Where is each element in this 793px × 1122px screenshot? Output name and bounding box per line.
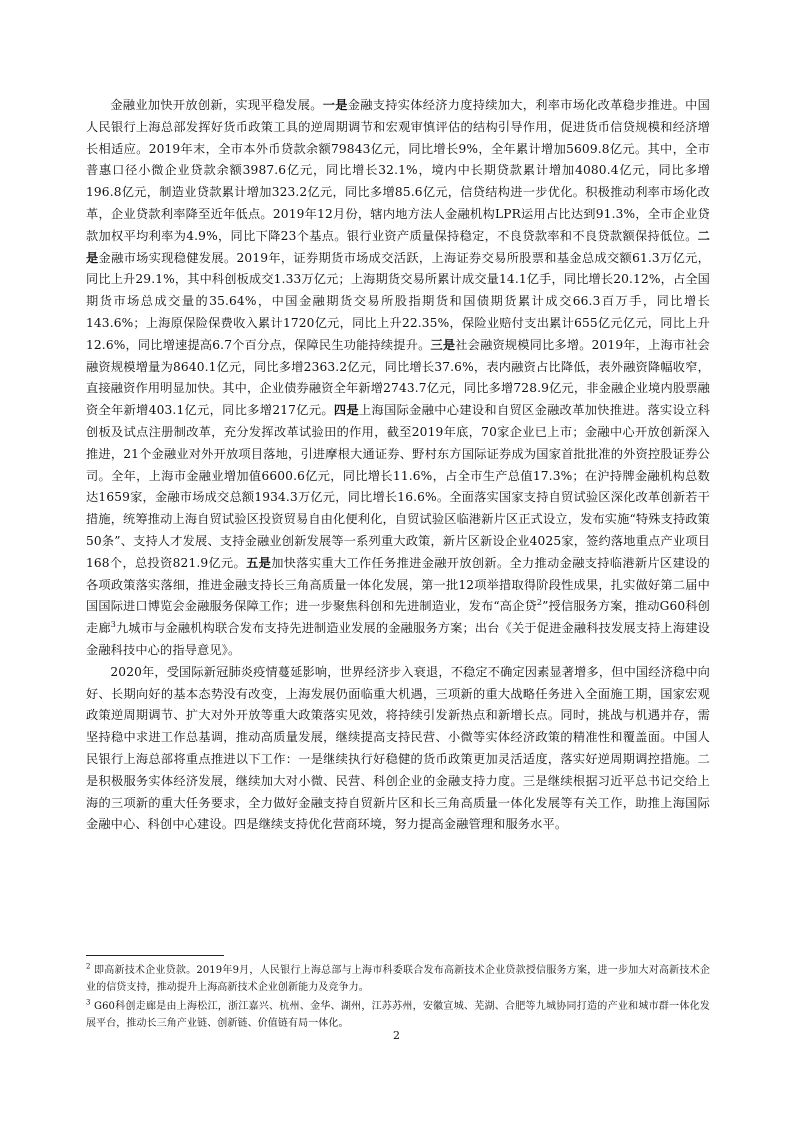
footnote-3 — [86, 998, 710, 1032]
page-number: 2 — [393, 1029, 400, 1042]
text-segment: 上海国际金融中心建设和自贸区金融改革加快推进。落实设立科创板及试点注册制改革，充分发挥改革试验田的作用，截至2019年底，70家企业已上市；金融中心开放创新深入推进，21个金融业对外开放项目落地，引进摩根大通证券、野村东方国际证券成为国家首批批准的外资控股证券公司。全年，上海市金融业增加值6600.6亿元，同比增长11.6%，占全市生产总值17.3%；在沪持牌金融机构总数达1659家，金融市场成交总额1934.3万亿元，同比增长16.6%。全面落实国家支持自贸试验区深化改革创新若干措施，统筹推动上海自贸试验区投资贸易自由化便利化，自贸试验区临港新片区正式设立，发布实施“特殊支持政策50条”、支持人才发展、支持金融业创新发展等一系列重大政策，新片区新设企业4025家，签约落地重点产业项目168个，总投资821.9亿元。 — [86, 403, 710, 570]
paragraph-2020-outlook: 2020年，受国际新冠肺炎疫情蔓延影响，世界经济步入衰退，不稳定不确定因素显著增多，但中国经济稳中向好、长期向好的基本态势没有改变，上海发展仍面临重大机遇，三项新的重大战略任务进入全面施工期，国家宏观政策逆周期调节、扩大对外开放等重大政策落实见效，将持续引发新热点和新增长点。同时，挑战与机遇并存，需坚持稳中求进工作总基调，推动高质量发展，继续提高支持民营、小微等实体经济政策的精准性和覆盖面。中国人民银行上海总部将重点推进以下工作：一是继续执行好稳健的货币政策更加灵活适度，落实好逆周期调控措施。二是积极服务实体经济发展，继续加大对小微、民营、科创企业的金融支持力度。三是继续根据习近平总书记交给上海的三项新的重大任务要求，全力做好金融支持自贸新片区和长三角高质量一体化发展等有关工作，助推上海国际金融中心、科创中心建设。四是继续支持优化营商环境，努力提高金融管理和服务水平。 — [86, 664, 710, 832]
footnote-mark: 2 — [86, 962, 91, 971]
footnote-text: 即高新技术企业贷款。2019年9月，人民银行上海总部与上海市科委联合发布高新技术企业贷款授信服务方案，进一步加大对高新技术企业的信贷支持，推动提升上海高新技术企业创新能力及竞争力。 — [86, 965, 710, 993]
bold-marker-fourth: 四是 — [333, 403, 359, 418]
bold-marker-second: 二是 — [86, 228, 710, 265]
bold-marker-fifth: 五是 — [246, 555, 272, 570]
footnotes — [86, 962, 710, 1034]
text-segment: 金融业加快开放创新，实现平稳发展。 — [110, 98, 323, 112]
footnote-2 — [86, 962, 710, 996]
bold-marker-third: 三是 — [430, 337, 456, 352]
bold-marker-first: 一是 — [322, 98, 348, 112]
paragraph-financial-development — [86, 95, 710, 662]
text-segment: 金融市场实现稳健发展。2019年，证券期货市场成交活跃，上海证券交易所股票和基金总成交额61.3万亿元，同比上升29.1%，其中科创板成交1.33万亿元；上海期货交易所累计成交量14.1亿手，同比增长20.12%，占全国期货市场总成交量的35.64%，中国金融期货交易所股指期货和国债期货累计成交66.3百万手，同比增长143.6%；上海原保险保费收入累计1720亿元，同比上升22.35%，保险业赔付支出累计655亿元亿元，同比上升12.6%，同比增速提高6.7个百分点，保障民生功能持续提升。 — [86, 250, 710, 352]
text-segment: 加快落实重大工作任务推进金融开放创新。全力推动金融支持临港新片区建设的各项政策落实落细，推进金融支持长三角高质量一体化发展，第一批12项举措取得阶段性成果，扎实做好第二届中国国际进口博览会金融服务保障工作；进一步聚焦科创和先进制造业，发布“高企贷 — [86, 555, 710, 614]
footnote-divider — [86, 955, 224, 956]
text-segment: 社会融资规模同比多增。2019年，上海市社会融资规模增量为8640.1亿元，同比多增2363.2亿元，同比增长37.6%，表内融资占比降低，表外融资降幅收窄，直接融资作用明显加快。其中，企业债券融资全年新增2743.7亿元，同比多增728.9亿元，非金融企业境内股票融资全年新增403.1亿元，同比多增217亿元。 — [86, 337, 710, 418]
text-segment: 金融支持实体经济力度持续加大，利率市场化改革稳步推进。中国人民银行上海总部发挥好货币政策工具的逆周期调节和宏观审慎评估的结构引导作用，促进货币信贷规模和经济增长相适应。2019年末，全市本外币贷款余额79843亿元，同比增长9%，全年累计增加5609.8亿元。其中，全市普惠口径小微企业贷款余额3987.6亿元，同比增长32.1%，境内中长期贷款累计增加4080.4亿元，同比多增196.8亿元，制造业贷款累计增加323.2亿元，同比多增85.6亿元，信贷结构进一步优化。积极推动利率市场化改革，企业贷款利率降至近年低点。2019年12月份，辖内地方法人金融机构LPR运用占比达到91.3%，全市企业贷款加权平均利率为4.9%，同比下降23个基点。银行业资产质量保持稳定，不良贷款率和不良贷款额保持低位。 — [86, 98, 710, 243]
footnote-ref-3: 3 — [110, 620, 116, 630]
text-segment: 九城市与金融机构联合发布支持先进制造业发展的金融服务方案；出台《关于促进金融科技发展支持上海建设金融科技中心的指导意见》。 — [86, 621, 710, 657]
footnote-ref-2: 2 — [536, 598, 543, 608]
body-text — [86, 95, 710, 836]
footnote-text: G60科创走廊是由上海松江，浙江嘉兴、杭州、金华、湖州，江苏苏州，安徽宣城、芜湖、合肥等九城协同打造的产业和城市群一体化发展平台，推动长三角产业链、创新链、价值链有局一体化。 — [86, 1001, 710, 1029]
footnote-mark: 3 — [86, 998, 91, 1007]
text-segment: ”授信服务方案，推动G60科创走廊 — [86, 599, 710, 636]
